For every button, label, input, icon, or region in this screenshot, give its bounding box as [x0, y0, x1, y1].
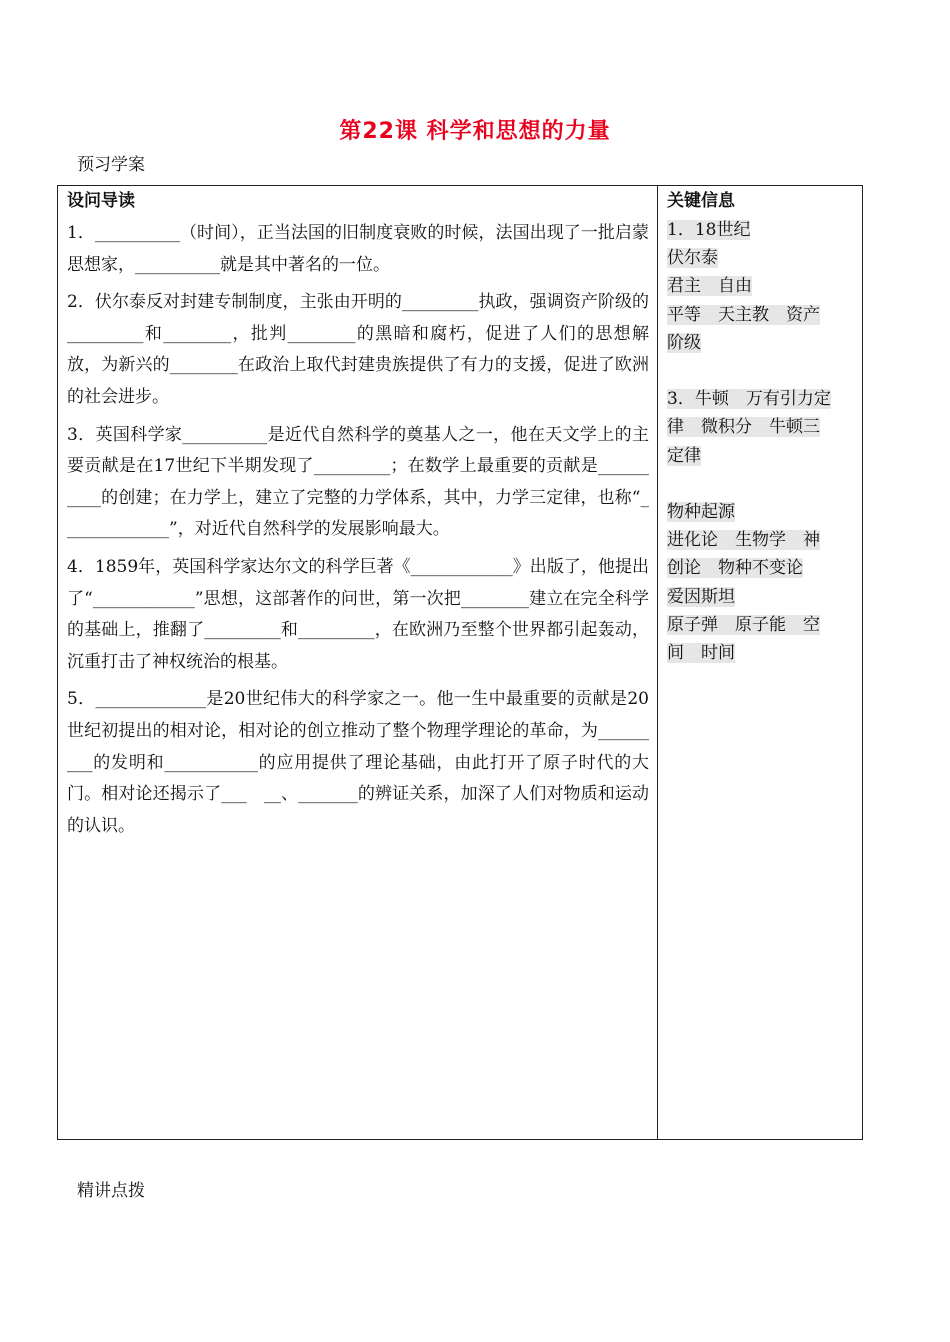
key-info-header: 关键信息	[667, 191, 735, 211]
column-divider	[657, 186, 658, 1139]
guide-question-3: 3．英国科学家__________是近代自然科学的奠基人之一，他在天文学上的主要贡献是在17世纪下半期发现了_________；在数学上最重要的贡献是__________的创建；在力学上，建立了完整的力学体系，其中，力学三定律，也称“_____________”，对近代自然科学的发展影响最大。	[67, 424, 649, 540]
page-title: 第22课 科学和思想的力量	[339, 119, 611, 144]
key-info-line: 爱因斯坦	[667, 586, 735, 607]
key-info-line: 原子弹 原子能 空	[667, 614, 820, 635]
key-info-spacer	[667, 357, 855, 385]
guide-question-1: 1．__________（时间），正当法国的旧制度衰败的时候，法国出现了一批启蒙思想家，__________就是其中著名的一位。	[67, 223, 649, 275]
key-info-line: 创论 物种不变论	[667, 558, 803, 579]
key-info-line: 伏尔泰	[667, 248, 718, 269]
key-info-line: 平等 天主教 资产	[667, 304, 820, 325]
key-info-line: 阶级	[667, 332, 701, 353]
guide-header: 设问导读	[67, 191, 135, 211]
key-info-line: 1．18世纪	[667, 220, 751, 240]
guide-column	[67, 186, 649, 848]
key-info-line: 定律	[667, 445, 701, 466]
section-label-preview: 预习学案	[77, 155, 145, 175]
guide-question-5: 5．_____________是20世纪伟大的科学家之一。他一生中最重要的贡献是20世纪初提出的相对论，相对论的创立推动了整个物理学理论的革命，为_________的发明和___________的应用提供了理论基础，由此打开了原子时代的大门。相对论还揭示了___ __、_______的辨证关系，加深了人们对物质和运动的认识。	[67, 689, 649, 836]
key-info-line: 进化论 生物学 神	[667, 530, 820, 551]
key-info-line: 3．牛顿 万有引力定	[667, 389, 831, 410]
key-info-line: 间 时间	[667, 643, 735, 664]
guide-question-2: 2．伏尔泰反对封建专制制度，主张由开明的_________执政，强调资产阶级的_________和________，批判________的黑暗和腐朽，促进了人们的思想解放，为新兴的________在政治上取代封建贵族提供了有力的支援，促进了欧洲的社会进步。	[67, 292, 649, 407]
key-info-spacer	[667, 470, 855, 498]
key-info-column	[667, 186, 855, 667]
key-info-line: 律 微积分 牛顿三	[667, 417, 820, 438]
guide-question-4: 4．1859年，英国科学家达尔文的科学巨著《____________》出版了，他提出了“____________”思想，这部著作的问世，第一次把________建立在完全科学的基础上，推翻了_________和_________，在欧洲乃至整个世界都引起轰动，沉重打击了神权统治的根基。	[67, 556, 649, 672]
section-label-lecture: 精讲点拨	[77, 1181, 145, 1201]
study-table	[57, 185, 863, 1140]
key-info-line: 物种起源	[667, 502, 735, 522]
key-info-line: 君主 自由	[667, 276, 752, 297]
